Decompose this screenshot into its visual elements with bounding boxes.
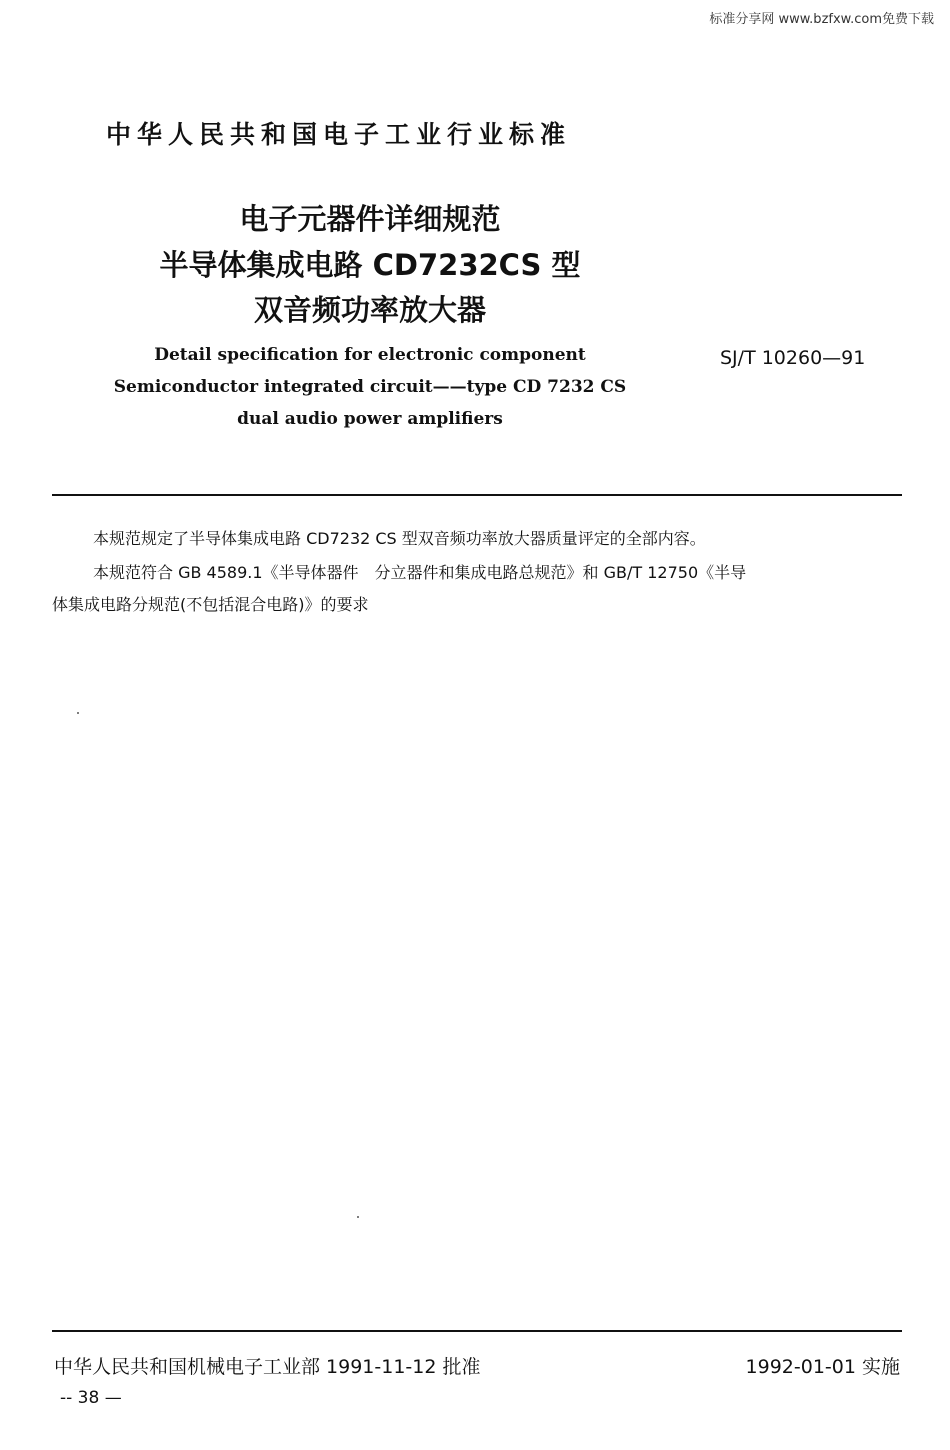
footer-divider (52, 1330, 902, 1332)
body-paragraph-1: 本规范规定了半导体集成电路 CD7232 CS 型双音频功率放大器质量评定的全部内容。 (93, 529, 706, 548)
title-zh-line3: 双音频功率放大器 (253, 293, 486, 327)
scan-speck (357, 1216, 359, 1218)
title-en-line3: dual audio power amplifiers (237, 409, 503, 429)
title-en-line1: Detail specification for electronic component (154, 345, 586, 365)
body-paragraph-2-line2: 体集成电路分规范(不包括混合电路)》的要求 (52, 595, 369, 614)
approval-statement: 中华人民共和国机械电子工业部 1991-11-12 批准 (54, 1356, 481, 1378)
standard-number: SJ/T 10260—91 (720, 347, 866, 369)
watermark-text: 标准分享网 www.bzfxw.com免费下载 (709, 12, 934, 27)
header-divider (52, 494, 902, 496)
implementation-date: 1992-01-01 实施 (745, 1356, 900, 1378)
scan-speck (77, 712, 79, 714)
industry-standard-heading: 中华人民共和国电子工业行业标准 (106, 120, 572, 149)
title-zh-line2: 半导体集成电路 CD7232CS 型 (159, 248, 581, 282)
title-en-line2: Semiconductor integrated circuit——type CD 7232 CS (113, 377, 627, 397)
title-zh-line1: 电子元器件详细规范 (239, 202, 501, 236)
page-number: -- 38 — (60, 1388, 122, 1408)
body-paragraph-2-line1: 本规范符合 GB 4589.1《半导体器件 分立器件和集成电路总规范》和 GB/T 12750《半导 (93, 563, 747, 582)
